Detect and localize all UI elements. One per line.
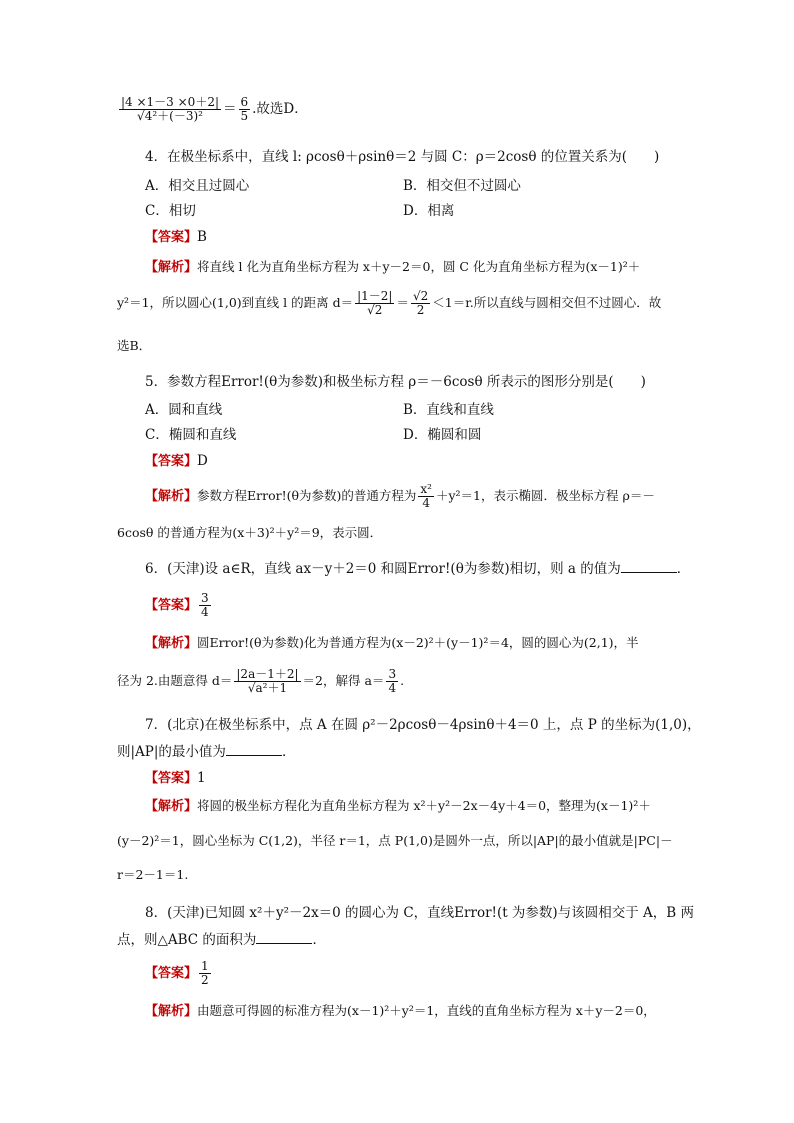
- question-8-stem-line-2: 点，则△ABC 的面积为 ．: [117, 932, 326, 948]
- question-8-stem-line-1: 8．(天津)已知圆 x²＋y²－2x＝0 的圆心为 C，直线Error!(t 为参数)与该圆相交于 A，B 两: [145, 905, 694, 921]
- result-fraction: $\frac{6}{5}$: [240, 95, 249, 123]
- q5-option-b: B．直线和直线: [403, 402, 494, 418]
- q5-analysis-line-2: 6cosθ 的普通方程为(x＋3)²＋y²＝9，表示圆．: [117, 525, 383, 540]
- q4-option-c: C．相切: [145, 203, 196, 219]
- q6-answer: 【答案】 $\frac{3}{4}$: [145, 591, 209, 619]
- q7-analysis-line-3: r＝2－1＝1.: [117, 867, 189, 882]
- distance-fraction: $\frac{|4 \times 1-3 \times 0+2|}{\text{√4²＋(－3)²}}$: [121, 95, 219, 123]
- q4-option-b: B．相交但不过圆心: [403, 178, 521, 194]
- question-5-stem: 5．参数方程Error!(θ为参数)和极坐标方程 ρ＝－6cosθ 所表示的图形分别是( ): [145, 374, 646, 390]
- q4-analysis-line-1: 【解析】将直线 l 化为直角坐标方程为 x＋y－2＝0，圆 C 化为直角坐标方程为(x－1)²＋: [145, 259, 641, 275]
- q7-analysis-line-1: 【解析】将圆的极坐标方程化为直角坐标方程为 x²＋y²－2x－4y＋4＝0，整理为(x－1)²＋: [145, 798, 651, 814]
- q6-analysis-line-1: 【解析】圆Error!(θ为参数)化为普通方程为(x－2)²＋(y－1)²＝4，圆的圆心为(2,1)，半: [145, 635, 639, 651]
- q8-analysis-line-1: 【解析】由题意可得圆的标准方程为(x－1)²＋y²＝1，直线的直角坐标方程为 x＋y－2＝0，: [145, 1003, 656, 1019]
- previous-solution-tail: $\frac{|4 \times 1-3 \times 0+2|}{\text{√4²＋(－3)²}}$ ＝ $\frac{6}{5}$ .故选D．: [121, 95, 308, 123]
- q4-option-a: A．相交且过圆心: [145, 178, 250, 194]
- answer-blank[interactable]: [621, 560, 677, 573]
- question-7-stem-line-2: 则|AP|的最小值为 ．: [117, 744, 296, 760]
- q5-analysis-line-1: 【解析】参数方程Error!(θ为参数)的普通方程为 $\frac{\text{x²}}{4}$ ＋y²＝1，表示椭圆．极坐标方程 ρ＝－: [145, 482, 655, 510]
- question-7-stem-line-1: 7．(北京)在极坐标系中，点 A 在圆 ρ²－2ρcosθ－4ρsinθ＋4＝0 上，点 P 的坐标为(1,0)，: [145, 717, 701, 733]
- q5-option-d: D．椭圆和圆: [403, 427, 482, 443]
- q8-answer: 【答案】 $\frac{1}{2}$: [145, 959, 209, 987]
- q5-answer: 【答案】D: [145, 453, 208, 469]
- question-4-stem: 4．在极坐标系中，直线 l: ρcosθ＋ρsinθ＝2 与圆 C：ρ＝2cosθ 的位置关系为( ): [145, 149, 660, 165]
- q4-analysis-line-3: 选B．: [117, 338, 152, 353]
- q7-answer: 【答案】1: [145, 770, 206, 786]
- q4-option-d: D．相离: [403, 203, 455, 219]
- q7-analysis-line-2: (y－2)²＝1，圆心坐标为 C(1,2)，半径 r＝1，点 P(1,0)是圆外一点，所以|AP|的最小值就是|PC|－: [117, 833, 673, 848]
- q6-analysis-line-2: 径为 2.由题意得 d＝ $\frac{|2a-1+2|}{\text{√a²＋1}}$ ＝2，解得 a＝ $\frac{3}{4}$ .: [117, 667, 405, 695]
- q5-option-c: C．椭圆和直线: [145, 427, 237, 443]
- question-6-stem: 6．(天津)设 a∈R，直线 ax－y＋2＝0 和圆Error!(θ为参数)相切，则 a 的值为 ．: [145, 561, 691, 577]
- answer-blank[interactable]: [226, 743, 282, 756]
- answer-blank[interactable]: [256, 931, 312, 944]
- q5-option-a: A．圆和直线: [145, 402, 223, 418]
- q4-answer: 【答案】B: [145, 229, 207, 245]
- q4-analysis-line-2: y²＝1，所以圆心(1,0)到直线 l 的距离 d＝ $\frac{|1-2|}{√2}$ ＝ $\frac{√2}{2}$ ＜1＝r.所以直线与圆相交但不过圆心．故: [117, 289, 662, 317]
